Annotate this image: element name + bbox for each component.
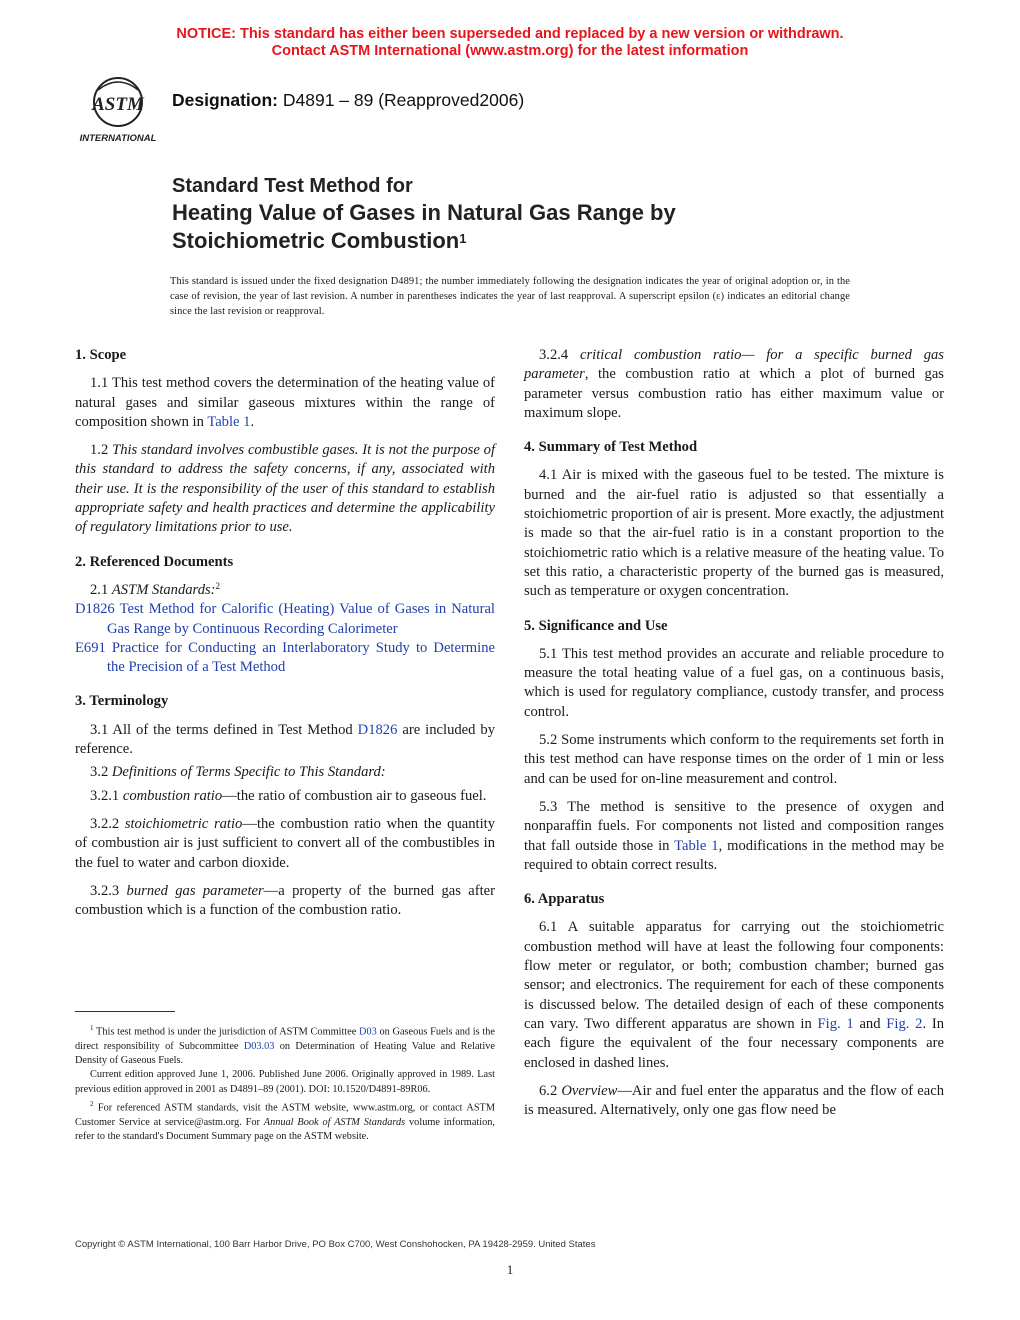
section-scope-heading: 1. Scope (75, 347, 127, 363)
para-3-1-text-a: 3.1 All of the terms defined in Test Method (90, 721, 358, 738)
table-1-link[interactable]: Table 1 (207, 413, 251, 430)
intro-paragraph: This standard is issued under the fixed designation D4891; the number immediately following the designation indicates the year of original adoption or, in the case of revision, the year of last revision. A number in parentheses indicates the year of last reapproval. A superscript epsilon (ε) indicates an editorial change since the last revision or reapproval. (170, 276, 850, 317)
para-4-1: 4.1 Air is mixed with the gaseous fuel to be tested. The mixture is burned and the air-fuel ratio is adjusted so that essentially a stoichiometric proportion of air is present. More exactly, the adjustment is made so that the air-fuel ratio is in a constant proportion to the stoichiometric ratio which is a relative measure of the heating value. To set this ratio, a characteristic property of the burned gas is measured, such as temperature or oxygen concentration. (524, 467, 944, 600)
notice-line-1: NOTICE: This standard has either been superseded and replaced by a new version or withdrawn. (176, 26, 844, 42)
document-title (172, 173, 872, 255)
table-1-link-2[interactable]: Table 1 (674, 837, 719, 854)
para-1-2-text: This standard involves combustible gases. It is not the purpose of this standard to address the safety concerns, if any, associated with their use. It is the responsibility of the user of this standard to establish appropriate safety and health practices and determine the applicability of regulatory limitations prior to use. (75, 442, 496, 536)
para-3-2-2-term: stoichiometric ratio (124, 815, 243, 832)
para-2-1-text: ASTM Standards: (111, 581, 216, 598)
subcommittee-d0303-link[interactable]: D03.03 (243, 1040, 275, 1052)
para-6-2-text: —Air and fuel enter the apparatus and the flow of each is measured. Alternatively, only one gas flow need be (524, 1082, 944, 1119)
ref-e691[interactable] (75, 639, 495, 678)
para-5-3-text-b: , modifications in the method may be required to obtain correct results. (524, 837, 944, 873)
title-line-3 (172, 227, 872, 255)
para-1-2-num: 1.2 (90, 442, 113, 459)
para-3-1-text-b: are included by reference. (75, 721, 496, 758)
para-6-1 (524, 918, 944, 1072)
para-3-2-text: Definitions of Terms Specific to This Standard: (111, 764, 386, 781)
para-3-2-1-num: 3.2.1 (90, 787, 123, 804)
footnote-1-text-c: on Determination of Heating Value and Relative Density of Gaseous Fuels. (75, 1040, 495, 1067)
para-3-2-1-def: —the ratio of combustion air to gaseous fuel. (222, 787, 487, 804)
para-3-2-2-def: —the combustion ratio when the quantity of combustion air is just sufficient to convert all of the combustibles in the fuel to water and carbon dioxide. (75, 815, 496, 871)
footnote-1-edition: Current edition approved June 1, 2006. Published June 2006. Originally approved in 1989. Last previous edition approved in 2001 as D4891–89 (2001). DOI: 10.1520/D4891-89R06. (75, 1069, 495, 1095)
para-2-1-num: 2.1 (90, 581, 112, 598)
astm-logo (76, 76, 160, 144)
para-3-2-4-term: critical combustion ratio— for a specific burned gas parameter (524, 347, 944, 383)
footnote-2-text-a: For referenced ASTM standards, visit the ASTM website, www.astm.org, or contact ASTM Customer Service at service@astm.org. For (75, 1102, 495, 1128)
committee-d03-link[interactable]: D03 (359, 1026, 377, 1038)
ref-d1826-code[interactable]: D1826 (75, 601, 115, 618)
designation-label: Designation: (172, 90, 278, 110)
footnote-rule (75, 1011, 175, 1012)
footnote-1-text-b: on Gaseous Fuels and is the direct responsibility of Subcommittee (75, 1026, 495, 1052)
footnote-2-mark-bottom: 2 (90, 1099, 94, 1108)
footnote-2 (75, 1097, 495, 1144)
title-line-3-text: Stoichiometric Combustion (172, 228, 460, 253)
para-3-2 (75, 763, 495, 782)
ref-e691-text[interactable]: Practice for Conducting an Interlaboratory Study to Determine the Precision of a Test Method (105, 639, 495, 676)
para-3-2-3-num: 3.2.3 (90, 882, 127, 899)
right-column (524, 346, 944, 1120)
para-6-2 (524, 1082, 944, 1121)
page-number: 1 (506, 1262, 514, 1277)
title-line-2: Heating Value of Gases in Natural Gas Range by (172, 200, 676, 225)
para-3-2-4 (524, 346, 944, 423)
para-6-1-text-a: 6.1 A suitable apparatus for carrying out the stoichiometric combustion method will have at least the following four components: flow meter or regulator, or both; combustion chamber; burned gas sensor; and electronics. The requirement for each of these components is discussed below. The detailed design of each of these components can vary. Two different apparatus are shown in (524, 919, 944, 1032)
para-6-1-and: and (853, 1015, 887, 1032)
para-3-1 (75, 721, 495, 760)
para-2-1 (75, 581, 495, 600)
fig-2-link[interactable]: Fig. 2 (886, 1015, 923, 1032)
logo-letters: ASTM (92, 94, 144, 115)
left-column (75, 346, 495, 920)
logo-org: INTERNATIONAL (79, 133, 157, 144)
para-1-1-text: 1.1 This test method covers the determination of the heating value of natural gases and similar gaseous mixtures within the range of composition shown in (75, 375, 495, 430)
footnotes (75, 1021, 495, 1144)
para-3-2-1-term: combustion ratio (122, 787, 223, 804)
para-3-2-2-num: 3.2.2 (90, 815, 125, 832)
notice-line-2: Contact ASTM International (www.astm.org) for the latest information (271, 43, 749, 59)
para-1-2 (75, 441, 495, 537)
para-1-1 (75, 374, 495, 432)
para-3-2-3 (75, 882, 495, 921)
ref-e691-code[interactable]: E691 (75, 639, 106, 656)
section-significance-heading: 5. Significance and Use (524, 617, 668, 634)
footnote-1 (75, 1021, 495, 1068)
para-3-2-num: 3.2 (90, 764, 112, 781)
copyright-footer: Copyright © ASTM International, 100 Barr Harbor Drive, PO Box C700, West Conshohocken, PA 19428-2959. United States (75, 1239, 596, 1250)
title-footnote-mark: 1 (459, 231, 467, 246)
footnote-2-mark: 2 (215, 580, 221, 591)
designation (172, 90, 524, 111)
para-3-2-1 (75, 787, 495, 806)
para-6-1-text-b: . In each figure the equivalent of the four necessary components are enclosed in dashed lines. (524, 1015, 945, 1071)
footnote-1-mark: 1 (90, 1024, 94, 1032)
footnote-2-text-b: volume information, refer to the standard's Document Summary page on the ASTM website. (75, 1116, 495, 1142)
section-summary-heading: 4. Summary of Test Method (524, 439, 698, 456)
footnote-2-italic: Annual Book of ASTM Standards (263, 1116, 406, 1128)
para-6-2-term: Overview (561, 1082, 618, 1099)
d1826-link[interactable]: D1826 (357, 721, 398, 738)
para-5-1: 5.1 This test method provides an accurate and reliable procedure to measure the total heating value of a fuel gas, on a continuous basis, which is used for regulatory compliance, custody transfer, and process control. (524, 645, 944, 720)
para-5-3 (524, 798, 944, 875)
ref-d1826[interactable] (75, 600, 495, 639)
section-apparatus-heading: 6. Apparatus (524, 891, 605, 908)
para-5-2: 5.2 Some instruments which conform to the requirements set forth in this test method can have response times on the order of 1 min or less and can be used for on-line measurement and control. (524, 732, 944, 787)
designation-value: D4891 – 89 (Reapproved2006) (282, 90, 525, 110)
para-3-2-4-def: , the combustion ratio at which a plot of burned gas parameter versus combustion ratio has either maximum value or maximum slope. (524, 366, 944, 421)
withdrawal-notice (0, 26, 1020, 60)
ref-d1826-text[interactable]: Test Method for Calorific (Heating) Value of Gases in Natural Gas Range by Continuous Recording Calorimeter (107, 601, 495, 637)
para-3-2-3-def: —a property of the burned gas after combustion which is a function of the combustion ratio. (75, 882, 495, 919)
fig-1-link[interactable]: Fig. 1 (817, 1015, 854, 1032)
title-line-1: Standard Test Method for (172, 175, 413, 197)
para-3-2-3-term: burned gas parameter (126, 882, 264, 899)
para-6-2-num: 6.2 (539, 1082, 562, 1099)
section-referenced-docs-heading: 2. Referenced Documents (75, 553, 234, 570)
footnote-1-text-a: This test method is under the jurisdiction of ASTM Committee (93, 1026, 360, 1038)
para-3-2-4-num: 3.2.4 (539, 347, 580, 363)
section-terminology-heading: 3. Terminology (75, 693, 169, 710)
para-5-3-text-a: 5.3 The method is sensitive to the presence of oxygen and nonparaffin fuels. For components not listed and composition ranges that fall outside those in (524, 798, 944, 854)
para-3-2-2 (75, 815, 495, 873)
para-1-1-end: . (250, 413, 255, 430)
